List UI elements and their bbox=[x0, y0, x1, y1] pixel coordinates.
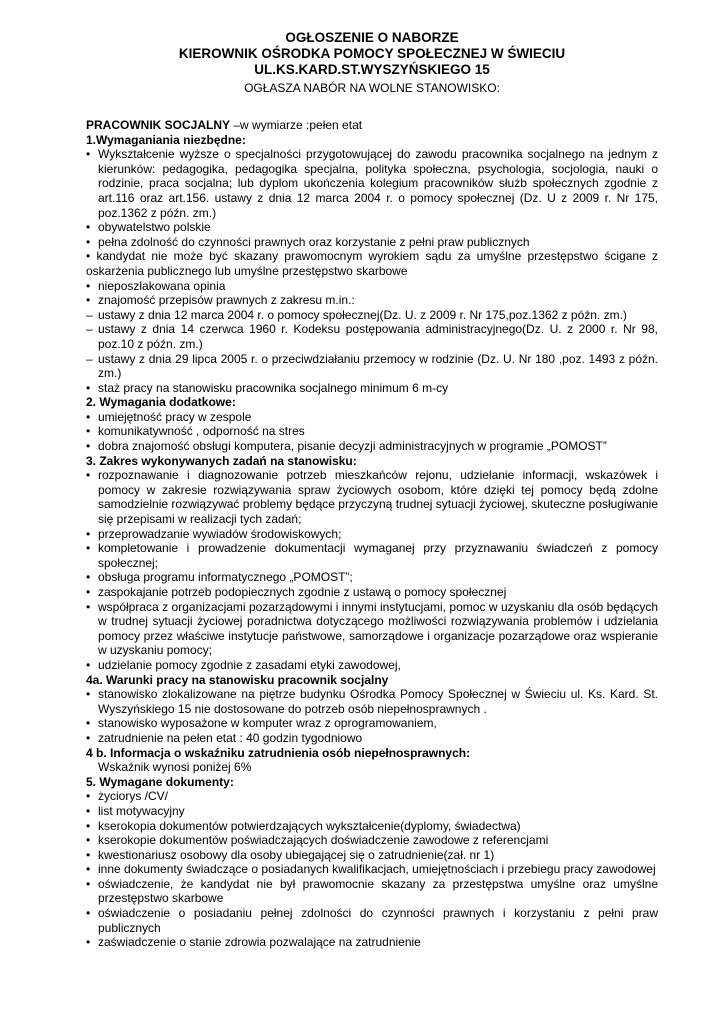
dash-marker: – bbox=[86, 351, 93, 366]
list-item-text: obywatelstwo polskie bbox=[98, 220, 211, 235]
list-item bbox=[86, 862, 658, 877]
bullet-marker: • bbox=[86, 847, 91, 862]
bullet-marker: • bbox=[86, 599, 91, 614]
section-heading: 4 b. Informacja o wskaźniku zatrudnienia osób niepełnosprawnych: bbox=[86, 745, 471, 760]
section-heading: 3. Zakres wykonywanych zadań na stanowisku: bbox=[86, 453, 357, 468]
list-item bbox=[86, 906, 658, 935]
list-item-text: stanowisko zlokalizowane na piętrze budynku Ośrodka Pomocy Społecznej w Świeciu ul. Ks. Kard. St. Wyszyńskiego 15 nie dostosowane do potrzeb osób niepełnosprawnych . bbox=[98, 687, 658, 716]
bullet-marker: • bbox=[86, 906, 91, 921]
list-item-text: oświadczenie, że kandydat nie był prawomocnie skazany za przestępstwa umyślne oraz umyślne przestępstwo skarbowe bbox=[98, 876, 658, 906]
list-item-text: zaświadczenie o stanie zdrowia pozwalające na zatrudnienie bbox=[98, 935, 421, 950]
dash-marker: – bbox=[86, 322, 93, 337]
list-item bbox=[86, 819, 658, 834]
list-item bbox=[86, 147, 658, 220]
list-item bbox=[86, 935, 658, 950]
list-item bbox=[86, 439, 658, 454]
section-heading: 2. Wymagania dodatkowe: bbox=[86, 395, 236, 410]
list-item bbox=[86, 527, 658, 542]
bullet-marker: • bbox=[86, 234, 91, 249]
bullet-marker: • bbox=[86, 730, 91, 745]
list-item-text: Wykształcenie wyższe o specjalności przygotowującej do zawodu pracownika socjalnego na jednym z kierunków: pedagogika, pedagogika specjalna, polityka społeczna, psychologia, socjologia, nauki o rodzinie, praca socjalna; lub dyplom ukończenia kolegium pracowników służb społecznych zgodnie z art.116 oraz art.156. ustawy z dnia 12 marca 2004 r. o pomocy społecznej (Dz. U z 2009 r. Nr 175, poz.1362 z późn. zm.) bbox=[98, 147, 658, 220]
list-item bbox=[86, 658, 658, 673]
list-item-text: rozpoznawanie i diagnozowanie potrzeb mieszkańców rejonu, udzielanie informacji, wskazówek i pomocy w zakresie rozwiązywania spraw życiowych osobom, które dzięki tej pomocy będą zdolne samodzielnie rozwiązywać problemy będące przyczyną trudnej sytuacji życiowej, skuteczne posługiwanie się przepisami w realizacji tych zadań; bbox=[98, 468, 658, 527]
position-line bbox=[86, 118, 658, 133]
list-item-text: życiorys /CV/ bbox=[98, 789, 169, 804]
header-line-4: OGŁASZA NABÓR NA WOLNE STANOWISKO: bbox=[244, 81, 500, 95]
list-item-text: inne dokumenty świadczące o posiadanych kwalifikacjach, umiejętnościach i przebiegu pracy zawodowej bbox=[98, 862, 656, 877]
list-item-text: obsługa programu informatycznego „POMOST”; bbox=[98, 570, 353, 585]
section-heading: 4a. Warunki pracy na stanowisku pracownik socjalny bbox=[86, 672, 389, 687]
list-item-text: udzielanie pomocy zgodnie z zasadami etyki zawodowej, bbox=[98, 657, 401, 672]
bullet-marker: • bbox=[86, 541, 91, 556]
list-item-text: stanowisko wyposażone w komputer wraz z oprogramowaniem, bbox=[98, 716, 437, 731]
header-line-2: KIEROWNIK OŚRODKA POMOCY SPOŁECZNEJ W ŚWIECIU bbox=[178, 46, 566, 61]
list-item bbox=[86, 235, 658, 250]
list-item-text: umiejętność pracy w zespole bbox=[98, 409, 252, 424]
list-item-text: znajomość przepisów prawnych z zakresu m.in.: bbox=[98, 293, 355, 308]
bullet-marker: • bbox=[86, 468, 91, 483]
header-line-1: OGŁOSZENIE O NABORZE bbox=[285, 30, 459, 45]
list-item-text: zatrudnienie na pełen etat : 40 godzin tygodniowo bbox=[98, 730, 363, 745]
list-item-text: staż pracy na stanowisku pracownika socjalnego minimum 6 m-cy bbox=[98, 380, 449, 395]
list-item-text: ustawy z dnia 14 czerwca 1960 r. Kodeksu postępowania administracyjnego(Dz. U. z 2000 r. Nr 98, poz.10 z późn. zm.) bbox=[98, 322, 658, 351]
bullet-marker: • bbox=[86, 862, 91, 877]
bullet-marker: • bbox=[86, 439, 91, 454]
bullet-marker: • bbox=[86, 424, 91, 439]
list-item bbox=[86, 293, 658, 308]
list-item-text: ustawy z dnia 12 marca 2004 r. o pomocy społecznej(Dz. U. z 2009 r. Nr 175,poz.1362 z późn. zm.) bbox=[98, 307, 627, 322]
list-item bbox=[86, 279, 658, 294]
list-item-text: ustawy z dnia 29 lipca 2005 r. o przeciwdziałaniu przemocy w rodzinie (Dz. U. Nr 180 ,poz. 1493 z późn. zm.) bbox=[98, 351, 658, 381]
list-item bbox=[86, 760, 658, 775]
position-details: –w wymiarze :pełen etat bbox=[230, 118, 363, 132]
list-item bbox=[86, 600, 658, 658]
list-item-text: kwestionariusz osobowy dla osoby ubiegającej się o zatrudnienie(zał. nr 1) bbox=[98, 847, 495, 862]
list-item bbox=[86, 687, 658, 716]
list-item bbox=[86, 833, 658, 848]
list-item-text: komunikatywność , odporność na stres bbox=[98, 424, 305, 439]
list-item bbox=[86, 731, 658, 746]
position-title: PRACOWNIK SOCJALNY bbox=[86, 118, 231, 132]
list-item-text: oświadczenie o posiadaniu pełnej zdolności do czynności prawnych i korzystaniu z pełni praw publicznych bbox=[98, 906, 658, 935]
document-header bbox=[86, 30, 658, 96]
list-item bbox=[86, 877, 658, 906]
bullet-marker: • bbox=[86, 409, 91, 424]
list-item bbox=[86, 468, 658, 526]
list-item bbox=[86, 848, 658, 863]
list-item-text: zaspokajanie potrzeb podopiecznych zgodnie z ustawą o pomocy społecznej bbox=[98, 585, 507, 599]
bullet-marker: • bbox=[86, 249, 91, 264]
bullet-marker: • bbox=[86, 935, 91, 950]
bullet-marker: • bbox=[86, 526, 91, 541]
bullet-marker: • bbox=[86, 803, 91, 818]
section-heading: 1.Wymaganiania niezbędne: bbox=[86, 132, 246, 147]
bullet-marker: • bbox=[86, 818, 91, 833]
list-item bbox=[86, 789, 658, 804]
list-item bbox=[86, 804, 658, 819]
list-item-text: Wskaźnik wynosi poniżej 6% bbox=[98, 760, 252, 775]
list-item-text: list motywacyjny bbox=[98, 803, 185, 818]
list-item bbox=[86, 220, 658, 235]
bullet-marker: • bbox=[86, 570, 91, 585]
header-line-3: UL.KS.KARD.ST.WYSZYŃSKIEGO 15 bbox=[254, 62, 490, 77]
bullet-marker: • bbox=[86, 220, 91, 235]
bullet-marker: • bbox=[86, 293, 91, 308]
list-item-text: pełna zdolność do czynności prawnych oraz korzystanie z pełni praw publicznych bbox=[98, 234, 530, 249]
list-item-text: nieposzlakowana opinia bbox=[98, 278, 226, 293]
list-item bbox=[86, 308, 658, 323]
list-item-text: kompletowanie i prowadzenie dokumentacji wymaganej przy przyznawaniu świadczeń z pomocy społecznej; bbox=[98, 541, 658, 570]
bullet-marker: • bbox=[86, 716, 91, 731]
list-item bbox=[86, 381, 658, 396]
section-heading: 5. Wymagane dokumenty: bbox=[86, 774, 234, 789]
list-item bbox=[86, 410, 658, 425]
list-item bbox=[86, 541, 658, 570]
list-item bbox=[86, 424, 658, 439]
bullet-marker: • bbox=[86, 789, 91, 804]
list-item bbox=[86, 570, 658, 585]
list-item bbox=[86, 249, 658, 278]
bullet-marker: • bbox=[86, 147, 91, 162]
bullet-marker: • bbox=[86, 833, 91, 848]
dash-marker: – bbox=[86, 307, 93, 322]
list-item-text: kserokopie dokumentów poświadczających doświadczenie zawodowe z referencjami bbox=[98, 833, 549, 848]
document-content bbox=[86, 133, 658, 950]
document-page bbox=[86, 30, 658, 950]
list-item bbox=[86, 322, 658, 351]
list-item-text: współpraca z organizacjami pozarządowymi i innymi instytucjami, pomoc w uzyskaniu dla osób będących w trudnej sytuacji życiowej poradnictwa dotyczącego możliwości rozwiązywania problemów i udzielania pomocy przez właściwe instytucje państwowe, samorządowe i organizacje pozarządowe oraz wspieranie w uzyskaniu pomocy; bbox=[98, 599, 658, 658]
list-item-text: przeprowadzanie wywiadów środowiskowych; bbox=[98, 526, 342, 541]
list-item bbox=[86, 716, 658, 731]
bullet-marker: • bbox=[86, 380, 91, 395]
list-item bbox=[86, 585, 658, 600]
bullet-marker: • bbox=[86, 687, 91, 702]
list-item-text: kserokopia dokumentów potwierdzających wykształcenie(dyplomy, świadectwa) bbox=[98, 818, 521, 833]
bullet-marker: • bbox=[86, 278, 91, 293]
bullet-marker: • bbox=[86, 657, 91, 672]
bullet-marker: • bbox=[86, 585, 91, 599]
list-item bbox=[86, 352, 658, 381]
list-item-text: dobra znajomość obsługi komputera, pisanie decyzji administracyjnych w programie „POMOST” bbox=[98, 439, 607, 454]
list-item-text: kandydat nie może być skazany prawomocnym wyrokiem sądu za umyślne przestępstwo ścigane z oskarżenia publicznego lub umyślne przestępstwo skarbowe bbox=[86, 249, 658, 278]
bullet-marker: • bbox=[86, 876, 91, 891]
